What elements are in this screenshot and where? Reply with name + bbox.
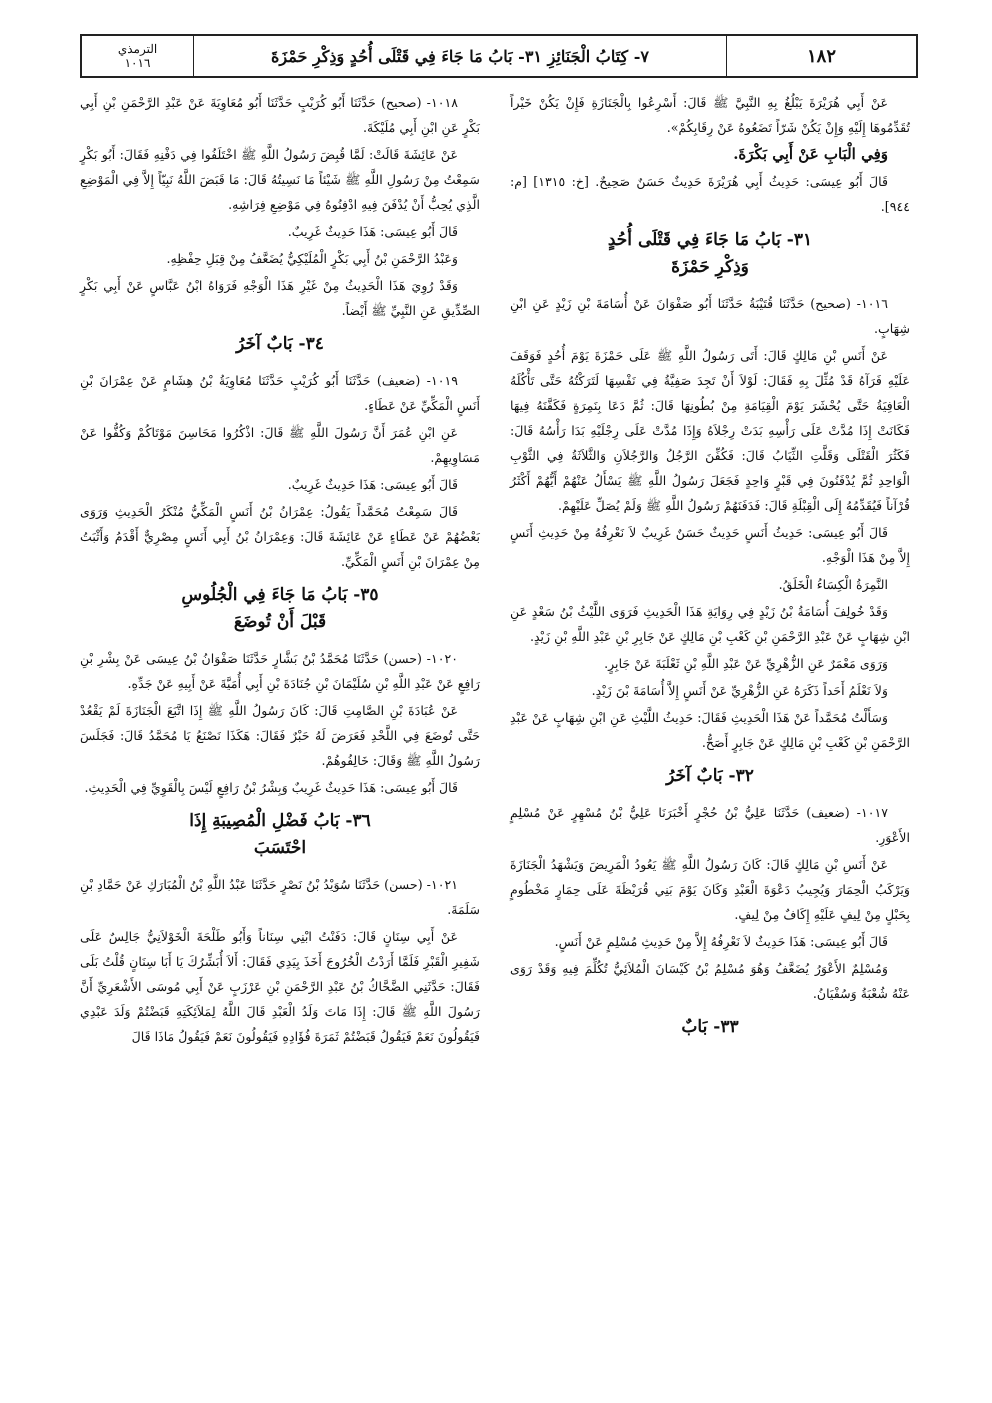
paragraph: قَالَ أَبُو عِيسَى: هَذَا حَدِيثٌ غَرِيبٌ. [287,477,458,492]
paragraph: قَالَ أَبُو عِيسَى: هَذَا حَدِيثٌ غَرِيبٌ وَبِشْرُ بْنُ رَافِعٍ لَيْسَ بِالْقَوِيِّ فِي الْحَدِيثِ. [84,780,458,795]
hadith-1016: ١٠١٦- (صحيح) حَدَّثَنَا قُتَيْبَةُ حَدَّثَنَا أَبُو صَفْوَانَ عَنْ أُسَامَةَ بْنِ زَيْدٍ عَنِ ابْنِ شِهَابٍ. [510,296,910,336]
paragraph: عَنْ أَبِي هُرَيْرَةَ يَبْلُغُ بِهِ النَّبِيَّ ﷺ قَالَ: أَسْرِعُوا بِالْجَنَازَةِ فَإِنْ يَكُنْ خَيْراً تُقَدِّمُوهَا إِلَيْهِ وَإِنْ يَكُنْ شَرّاً تَضَعُوهُ عَنْ رِقَابِكُمْ». [510,95,910,135]
paragraph: وَمُسْلِمٌ الأَعْوَرُ يُضَعَّفُ وَهُوَ مُسْلِمُ بْنُ كَيْسَانَ الْمُلاَئِيُّ تُكُلِّمَ فِيهِ وَقَدْ رَوَى عَنْهُ شُعْبَةُ وَسُفْيَانُ. [510,961,910,1001]
paragraph: عَنْ عَائِشَةَ قَالَتْ: لَمَّا قُبِضَ رَسُولُ اللَّهِ ﷺ اخْتَلَفُوا فِي دَفْنِهِ فَقَالَ: أَبُو بَكْرٍ سَمِعْتُ مِنْ رَسُولِ اللَّهِ ﷺ شَيْئاً مَا نَسِيتُهُ قَالَ: مَا قَبَضَ اللَّهُ نَبِيّاً إِلاَّ فِي الْمَوْضِعِ الَّذِي يُحِبُّ أَنْ يُدْفَنَ فِيهِ ادْفِنُوهُ فِي مَوْضِعِ فِرَاشِهِ. [80,147,480,212]
left-column [80,90,480,1051]
paragraph: وَقَدْ خُولِفَ أُسَامَةُ بْنُ زَيْدٍ فِي رِوَايَةِ هَذَا الْحَدِيثِ فَرَوَى اللَّيْثُ بْنُ سَعْدٍ عَنِ ابْنِ شِهَابٍ عَنْ عَبْدِ الرَّحْمَنِ بْنِ كَعْبِ بْنِ مَالِكٍ عَنْ جَابِرِ بْنِ عَبْدِ اللَّهِ بْنِ زَيْدٍ. [510,604,910,644]
hadith-1018: ١٠١٨- (صحيح) حَدَّثَنَا أَبُو كُرَيْبٍ حَدَّثَنَا أَبُو مُعَاوِيَةَ عَنْ عَبْدِ الرَّحْمَنِ بْنِ أَبِي بَكْرٍ عَنِ ابْنِ أَبِي مُلَيْكَةَ. [80,95,480,135]
paragraph: وَعَبْدُ الرَّحْمَنِ بْنُ أَبِي بَكْرٍ الْمُلَيْكِيُّ يُضَعَّفُ مِنْ قِبَلِ حِفْظِهِ. [166,251,458,266]
paragraph: النَّمِرَةُ الْكِسَاءُ الْخَلَقُ. [778,577,888,592]
chapter-title: ٧- كِتَابُ الْجَنَائِزِ ٣١- بَابُ مَا جَاءَ فِي قَتْلَى أُحُدٍ وَذِكْرِ حَمْزَةَ [271,46,649,66]
paragraph: عَنْ أَبِي سِنَانٍ قَالَ: دَفَنْتُ ابْنِي سِنَاناً وَأَبُو طَلْحَةَ الْخَوْلاَنِيُّ جَالِسٌ عَلَى شَفِيرِ الْقَبْرِ فَلَمَّا أَرَدْتُ الْخُرُوجَ أَخَذَ بِيَدِي فَقَالَ: أَلاَ أُبَشِّرُكَ يَا أَبَا سِنَانٍ قُلْتُ بَلَى فَقَالَ: حَدَّثَنِي الضَّحَّاكُ بْنُ عَبْدِ الرَّحْمَنِ بْنِ عَرْزَبٍ عَنْ أَبِي مُوسَى الأَشْعَرِيِّ أَنَّ رَسُولَ اللَّهِ ﷺ قَالَ: إِذَا مَاتَ وَلَدُ الْعَبْدِ قَالَ اللَّهُ لِمَلاَئِكَتِهِ قَبَضْتُمْ وَلَدَ عَبْدِي فَيَقُولُونَ نَعَمْ فَيَقُولُ قَبَضْتُمْ ثَمَرَةَ فُؤَادِهِ فَيَقُولُونَ نَعَمْ فَيَقُولُ مَاذَا قَالَ [80,929,480,1044]
section-heading-34: ٣٤- بَابٌ آخَرُ [236,334,324,354]
paragraph: وَسَأَلْتُ مُحَمَّداً عَنْ هَذَا الْحَدِيثِ فَقَالَ: حَدِيثُ اللَّيْثِ عَنِ ابْنِ شِهَابٍ عَنْ عَبْدِ الرَّحْمَنِ بْنِ كَعْبِ بْنِ مَالِكٍ عَنْ جَابِرٍ أَصَحُّ. [510,710,910,750]
hadith-range: ١٠١٦ [124,56,151,70]
paragraph: وَقَدْ رُوِيَ هَذَا الْحَدِيثُ مِنْ غَيْرِ هَذَا الْوَجْهِ فَرَوَاهُ ابْنُ عَبَّاسٍ عَنْ أَبِي بَكْرٍ الصِّدِّيقِ عَنِ النَّبِيِّ ﷺ أَيْضاً. [80,278,480,318]
paragraph: عَنْ أَنَسِ بْنِ مَالِكٍ قَالَ: أَتَى رَسُولُ اللَّهِ ﷺ عَلَى حَمْزَةَ يَوْمَ أُحُدٍ فَوَقَفَ عَلَيْهِ فَرَآهُ قَدْ مُثِّلَ بِهِ فَقَالَ: لَوْلاَ أَنْ تَجِدَ صَفِيَّةُ فِي نَفْسِهَا لَتَرَكْتُهُ حَتَّى تَأْكُلَهُ الْعَافِيَةُ حَتَّى يُحْشَرَ يَوْمَ الْقِيَامَةِ مِنْ بُطُونِهَا قَالَ: ثُمَّ دَعَا بِنَمِرَةٍ فَكَفَّنَهُ فِيهَا فَكَانَتْ إِذَا مُدَّتْ عَلَى رَأْسِهِ بَدَتْ رِجْلاَهُ وَإِذَا مُدَّتْ عَلَى رِجْلَيْهِ بَدَا رَأْسُهُ قَالَ: فَكَثُرَ الْقَتْلَى وَقَلَّتِ الثِّيَابُ قَالَ: فَكُفِّنَ الرَّجُلُ وَالرَّجُلاَنِ وَالثَّلاَثَةُ فِي الثَّوْبِ الْوَاحِدِ ثُمَّ يُدْفَنُونَ فِي قَبْرٍ وَاحِدٍ فَجَعَلَ رَسُولُ اللَّهِ ﷺ يَسْأَلُ عَنْهُمْ أَيُّهُمْ أَكْثَرُ قُرْآناً فَيُقَدِّمُهُ إِلَى الْقِبْلَةِ قَالَ: فَدَفَنَهُمْ رَسُولُ اللَّهِ ﷺ وَلَمْ يُصَلِّ عَلَيْهِمْ. [510,348,910,513]
hadith-1020: ١٠٢٠- (حسن) حَدَّثَنَا مُحَمَّدُ بْنُ بَشَّارٍ حَدَّثَنَا صَفْوَانُ بْنُ عِيسَى عَنْ بِشْرِ بْنِ رَافِعٍ عَنْ عَبْدِ اللَّهِ بْنِ سُلَيْمَانَ بْنِ جُنَادَةَ بْنِ أَبِي أُمَيَّةَ عَنْ أَبِيهِ عَنْ جَدِّهِ. [80,651,480,691]
section-heading-31: ٣١- بَابُ مَا جَاءَ فِي قَتْلَى أُحُدٍ وَذِكْرِ حَمْزَةَ [607,230,813,277]
right-column [510,90,910,1051]
paragraph: قَالَ أَبُو عِيسَى: هَذَا حَدِيثٌ غَرِيبٌ. [287,224,458,239]
paragraph: قَالَ أَبُو عِيسَى: حَدِيثُ أَبِي هُرَيْرَةَ حَدِيثٌ حَسَنٌ صَحِيحٌ. [خ: ١٣١٥] [م: ٩٤٤]. [510,174,910,214]
section-heading-35: ٣٥- بَابُ مَا جَاءَ فِي الْجُلُوسِ قَبْلَ أَنْ تُوضَعَ [181,585,379,632]
book-label: الترمذي [117,42,158,56]
paragraph: عَنْ أَنَسِ بْنِ مَالِكٍ قَالَ: كَانَ رَسُولُ اللَّهِ ﷺ يَعُودُ الْمَرِيضَ وَيَشْهَدُ الْجَنَازَةَ وَيَرْكَبُ الْحِمَارَ وَيُجِيبُ دَعْوَةَ الْعَبْدِ وَكَانَ يَوْمَ بَنِي قُرَيْظَةَ عَلَى حِمَارٍ مَخْطُومٍ بِحَبْلٍ مِنْ لِيفٍ عَلَيْهِ إِكَافٌ مِنْ لِيفٍ. [510,857,910,922]
hadith-1017: ١٠١٧- (ضعيف) حَدَّثَنَا عَلِيُّ بْنُ حُجْرٍ أَخْبَرَنَا عَلِيُّ بْنُ مُسْهِرٍ عَنْ مُسْلِمٍ الأَعْوَرِ. [510,805,910,845]
hadith-1021: ١٠٢١- (حسن) حَدَّثَنَا سُوَيْدُ بْنُ نَصْرٍ حَدَّثَنَا عَبْدُ اللَّهِ بْنُ الْمُبَارَكِ عَنْ حَمَّادِ بْنِ سَلَمَةَ. [80,877,480,917]
page-number: ١٨٢ [726,36,916,76]
section-heading-33: ٣٣- بَابٌ [681,1017,739,1037]
paragraph: قَالَ سَمِعْتُ مُحَمَّداً يَقُولُ: عِمْرَانُ بْنُ أَنَسٍ الْمَكِّيُّ مُنْكَرُ الْحَدِيثِ وَرَوَى بَعْضُهُمْ عَنْ عَطَاءٍ عَنْ عَائِشَةَ قَالَ: وَعِمْرَانُ بْنُ أَبِي أَنَسٍ مِصْرِيٌّ أَقْدَمُ وَأَثْبَتُ مِنْ عِمْرَانَ بْنِ أَنَسٍ الْمَكِّيِّ. [80,504,480,569]
paragraph: وَرَوَى مَعْمَرٌ عَنِ الزُّهْرِيِّ عَنْ عَبْدِ اللَّهِ بْنِ ثَعْلَبَةَ عَنْ جَابِرٍ. [604,656,888,671]
paragraph: قَالَ أَبُو عِيسَى: هَذَا حَدِيثٌ لاَ نَعْرِفُهُ إِلاَّ مِنْ حَدِيثِ مُسْلِمٍ عَنْ أَنَسٍ. [554,934,888,949]
paragraph: وَلاَ نَعْلَمُ أَحَداً ذَكَرَهُ عَنِ الزُّهْرِيِّ عَنْ أَنَسٍ إِلاَّ أُسَامَةَ بْنَ زَيْدٍ. [591,683,888,698]
paragraph: عَنِ ابْنِ عُمَرَ أَنَّ رَسُولَ اللَّهِ ﷺ قَالَ: اذْكُرُوا مَحَاسِنَ مَوْتَاكُمْ وَكُفُّوا عَنْ مَسَاوِيهِمْ. [80,425,480,465]
paragraph: عَنْ عُبَادَةَ بْنِ الصَّامِتِ قَالَ: كَانَ رَسُولُ اللَّهِ ﷺ إِذَا اتَّبَعَ الْجَنَازَةَ لَمْ يَقْعُدْ حَتَّى تُوضَعَ فِي اللَّحْدِ فَعَرَضَ لَهُ حَبْرٌ فَقَالَ: هَكَذَا نَصْنَعُ يَا مُحَمَّدُ قَالَ: فَجَلَسَ رَسُولُ اللَّهِ ﷺ وَقَالَ: خَالِفُوهُمْ. [80,703,480,768]
page-header [80,34,918,78]
section-heading-36: ٣٦- بَابُ فَضْلِ الْمُصِيبَةِ إِذَا احْتَسَبَ [189,811,371,858]
paragraph: وَفِي الْبَابِ عَنْ أَبِي بَكْرَةَ. [733,145,888,163]
hadith-1019: ١٠١٩- (ضعيف) حَدَّثَنَا أَبُو كُرَيْبٍ حَدَّثَنَا مُعَاوِيَةُ بْنُ هِشَامٍ عَنْ عِمْرَانَ بْنِ أَنَسٍ الْمَكِّيِّ عَنْ عَطَاءٍ. [80,373,480,413]
paragraph: قَالَ أَبُو عِيسَى: حَدِيثُ أَنَسٍ حَدِيثٌ حَسَنٌ غَرِيبٌ لاَ نَعْرِفُهُ مِنْ حَدِيثِ أَنَسٍ إِلاَّ مِنْ هَذَا الْوَجْهِ. [510,525,910,565]
book-reference [82,36,194,76]
section-heading-32: ٣٢- بَابٌ آخَرُ [666,766,754,786]
